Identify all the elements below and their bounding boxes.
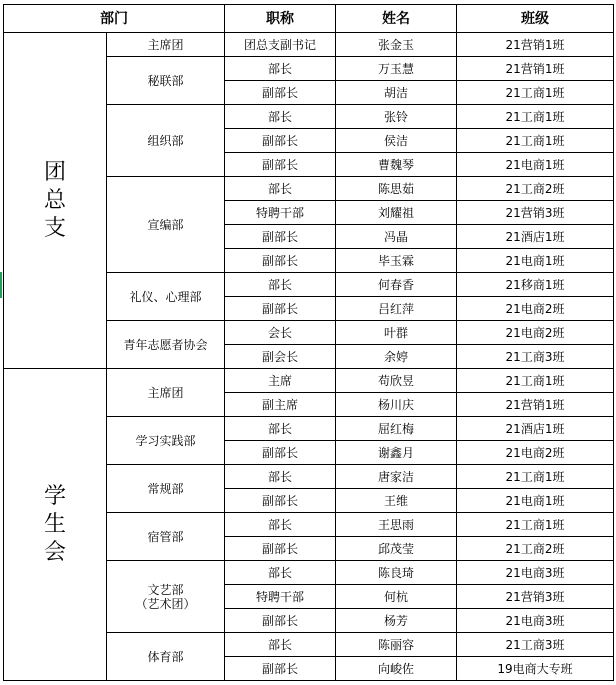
member-name-cell: 侯洁 bbox=[336, 129, 457, 153]
member-title-cell: 副主席 bbox=[225, 393, 336, 417]
organization-label-char: 学 bbox=[43, 483, 66, 509]
department-cell bbox=[107, 57, 225, 105]
member-title-cell: 部长 bbox=[225, 465, 336, 489]
department-name: 学习实践部 bbox=[135, 433, 196, 448]
department-name: 礼仪、心理部 bbox=[129, 289, 202, 304]
department-cell bbox=[107, 177, 225, 273]
department-name: 组织部 bbox=[147, 133, 184, 148]
member-title-cell: 特聘干部 bbox=[225, 585, 336, 609]
member-class-cell: 21电商1班 bbox=[457, 249, 614, 273]
member-title-cell: 会长 bbox=[225, 321, 336, 345]
department-name: 青年志愿者协会 bbox=[123, 337, 208, 352]
member-name-cell: 余婷 bbox=[336, 345, 457, 369]
member-name-cell: 张铃 bbox=[336, 105, 457, 129]
department-name: 宿管部 bbox=[147, 529, 184, 544]
header-row bbox=[4, 5, 614, 33]
member-name-cell: 谢鑫月 bbox=[336, 441, 457, 465]
member-title-cell: 部长 bbox=[225, 633, 336, 657]
member-class-cell: 21工商1班 bbox=[457, 465, 614, 489]
member-class-cell: 21电商3班 bbox=[457, 609, 614, 633]
member-name-cell: 毕玉霖 bbox=[336, 249, 457, 273]
member-class-cell: 21工商3班 bbox=[457, 345, 614, 369]
row-selection-marker bbox=[0, 272, 2, 298]
member-name-cell: 何杭 bbox=[336, 585, 457, 609]
header-name: 姓名 bbox=[336, 5, 457, 33]
member-name-cell: 向峻佐 bbox=[336, 657, 457, 681]
member-class-cell: 21酒店1班 bbox=[457, 417, 614, 441]
member-title-cell: 副部长 bbox=[225, 441, 336, 465]
member-title-cell: 副部长 bbox=[225, 537, 336, 561]
member-title-cell: 特聘干部 bbox=[225, 201, 336, 225]
member-class-cell: 21工商2班 bbox=[457, 537, 614, 561]
member-class-cell: 21营销1班 bbox=[457, 33, 614, 57]
member-name-cell: 曹魏琴 bbox=[336, 153, 457, 177]
member-title-cell: 副部长 bbox=[225, 153, 336, 177]
member-name-cell: 杨川庆 bbox=[336, 393, 457, 417]
member-name-cell: 王维 bbox=[336, 489, 457, 513]
department-cell bbox=[107, 561, 225, 633]
department-cell bbox=[107, 369, 225, 417]
department-cell bbox=[107, 417, 225, 465]
department-name: 秘联部 bbox=[147, 73, 184, 88]
member-title-cell: 主席 bbox=[225, 369, 336, 393]
department-name: 宣编部 bbox=[147, 217, 184, 232]
member-title-cell: 部长 bbox=[225, 417, 336, 441]
member-name-cell: 刘耀祖 bbox=[336, 201, 457, 225]
member-name-cell: 吕红萍 bbox=[336, 297, 457, 321]
member-name-cell: 唐家洁 bbox=[336, 465, 457, 489]
organization-label-char: 生 bbox=[43, 511, 66, 537]
member-title-cell: 副部长 bbox=[225, 657, 336, 681]
department-cell bbox=[107, 105, 225, 177]
member-title-cell: 部长 bbox=[225, 561, 336, 585]
member-name-cell: 苟欣昱 bbox=[336, 369, 457, 393]
organization-label-char: 会 bbox=[43, 539, 66, 565]
member-title-cell: 副部长 bbox=[225, 297, 336, 321]
member-title-cell: 副部长 bbox=[225, 249, 336, 273]
department-name: （艺术团） bbox=[135, 596, 196, 611]
member-class-cell: 21电商2班 bbox=[457, 297, 614, 321]
member-name-cell: 陈丽容 bbox=[336, 633, 457, 657]
member-class-cell: 21工商3班 bbox=[457, 633, 614, 657]
department-cell bbox=[107, 513, 225, 561]
member-title-cell: 副部长 bbox=[225, 609, 336, 633]
member-class-cell: 21营销1班 bbox=[457, 57, 614, 81]
organization-label-char: 支 bbox=[43, 215, 66, 241]
member-class-cell: 21营销3班 bbox=[457, 585, 614, 609]
member-class-cell: 21工商1班 bbox=[457, 129, 614, 153]
member-class-cell: 21工商1班 bbox=[457, 81, 614, 105]
header-department: 部门 bbox=[4, 5, 225, 33]
member-name-cell: 陈良琦 bbox=[336, 561, 457, 585]
member-class-cell: 21工商1班 bbox=[457, 105, 614, 129]
member-name-cell: 万玉慧 bbox=[336, 57, 457, 81]
department-cell bbox=[107, 633, 225, 681]
organization-cell bbox=[4, 369, 107, 681]
member-name-cell: 屈红梅 bbox=[336, 417, 457, 441]
department-cell bbox=[107, 33, 225, 57]
organization-label-char: 团 bbox=[43, 159, 66, 185]
organization-cell bbox=[4, 33, 107, 369]
header-class: 班级 bbox=[457, 5, 614, 33]
member-title-cell: 部长 bbox=[225, 513, 336, 537]
member-class-cell: 21营销1班 bbox=[457, 393, 614, 417]
member-name-cell: 叶群 bbox=[336, 321, 457, 345]
department-cell bbox=[107, 273, 225, 321]
member-class-cell: 21电商1班 bbox=[457, 489, 614, 513]
member-class-cell: 21工商2班 bbox=[457, 177, 614, 201]
member-class-cell: 21酒店1班 bbox=[457, 225, 614, 249]
member-class-cell: 21营销3班 bbox=[457, 201, 614, 225]
member-name-cell: 杨芳 bbox=[336, 609, 457, 633]
member-title-cell: 副部长 bbox=[225, 489, 336, 513]
department-name: 主席团 bbox=[147, 385, 184, 400]
department-name: 体育部 bbox=[147, 649, 184, 664]
member-title-cell: 副部长 bbox=[225, 81, 336, 105]
member-title-cell: 副部长 bbox=[225, 225, 336, 249]
table-row bbox=[4, 33, 614, 57]
member-class-cell: 21电商2班 bbox=[457, 321, 614, 345]
member-class-cell: 21电商3班 bbox=[457, 561, 614, 585]
member-title-cell: 团总支副书记 bbox=[225, 33, 336, 57]
department-cell bbox=[107, 465, 225, 513]
member-name-cell: 何春香 bbox=[336, 273, 457, 297]
member-title-cell: 副部长 bbox=[225, 129, 336, 153]
department-name: 文艺部 bbox=[147, 582, 184, 597]
member-title-cell: 部长 bbox=[225, 273, 336, 297]
department-cell bbox=[107, 321, 225, 369]
member-class-cell: 21电商1班 bbox=[457, 153, 614, 177]
header-title: 职称 bbox=[225, 5, 336, 33]
department-name: 主席团 bbox=[147, 37, 184, 52]
member-name-cell: 张金玉 bbox=[336, 33, 457, 57]
member-name-cell: 邱茂莹 bbox=[336, 537, 457, 561]
member-name-cell: 陈思茹 bbox=[336, 177, 457, 201]
roster-table bbox=[3, 4, 614, 681]
member-class-cell: 21电商2班 bbox=[457, 441, 614, 465]
member-class-cell: 21工商1班 bbox=[457, 369, 614, 393]
member-title-cell: 部长 bbox=[225, 177, 336, 201]
member-title-cell: 部长 bbox=[225, 57, 336, 81]
member-title-cell: 副会长 bbox=[225, 345, 336, 369]
department-name: 常规部 bbox=[147, 481, 184, 496]
member-class-cell: 21移商1班 bbox=[457, 273, 614, 297]
member-class-cell: 21工商1班 bbox=[457, 513, 614, 537]
roster-body bbox=[4, 33, 614, 681]
member-title-cell: 部长 bbox=[225, 105, 336, 129]
member-name-cell: 胡洁 bbox=[336, 81, 457, 105]
organization-label-char: 总 bbox=[43, 187, 66, 213]
member-class-cell: 19电商大专班 bbox=[457, 657, 614, 681]
table-row bbox=[4, 369, 614, 393]
member-name-cell: 冯晶 bbox=[336, 225, 457, 249]
member-name-cell: 王思雨 bbox=[336, 513, 457, 537]
